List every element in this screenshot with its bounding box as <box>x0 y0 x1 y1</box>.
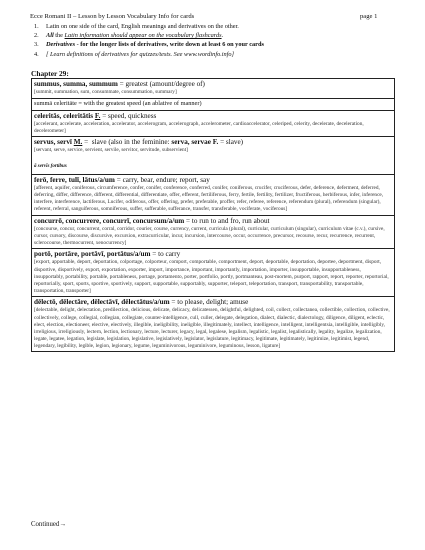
vocab-entry <box>32 137 394 175</box>
instruction-item <box>34 31 394 40</box>
vocab-headword: celeritās, celeritātis F. = speed, quickness <box>34 111 157 120</box>
instruction-text: [ Learn definitions of derivatives for quizzes/tests. See www.wordinfo.info] <box>46 50 235 58</box>
vocab-example: ā servīs fortibus <box>34 164 67 170</box>
vocab-derivatives: [summit, summation, sum, consummate, consummation, summary] <box>34 89 177 95</box>
vocab-entry <box>32 111 394 138</box>
vocab-derivatives: [delectable, delight, delectation, predilection, delicious, delicate, delicacy, delicatessen, delightful, delighted, coil, collect, collectanea, collectible, collection, collective, collectively, college, collegial, collegian, collegiate, counter-intelligence, cull, culler, delegate, delegation, dialect, dialectic, dialectology, diligence, diligent, eclectic, elect, election, electioneer, elective, electively, illegible, ineligibility, ineligible, illegitimately, intellect, intelligence, intelligent, intelligentsia, intelligible, intelligibly, irreligious, irreligiously, lectern, lection, lectionary, lecture, lecturer, legacy, legal, legalese, legalism, legalistic, legalist, legalistically, legality, legalize, legalization, legate, legatee, legation, legislate, legislation, legislative, legislatively, legislator, legislature, legitimacy, legitimate, legitimately, legitimize, legitimist, legend, legendary, legibility, legible, legion, legionary, legume, leguminivorous, leguminivore, leguminous, lesson, ligature] <box>34 307 390 349</box>
vocab-entry <box>32 79 394 99</box>
vocab-entry <box>32 99 394 111</box>
continued-note: Continued→ <box>31 521 67 528</box>
instruction-list <box>34 22 394 59</box>
instruction-item <box>34 40 394 49</box>
vocab-headword: dēlectō, dēlectāre, dēlectāvī, dēlectātus/a/um = to please, delight; amuse <box>34 298 249 307</box>
vocab-note: summā celeritāte = with the greatest speed (an ablative of manner) <box>34 99 202 107</box>
instruction-item <box>34 50 394 59</box>
instruction-number: 2. <box>34 32 39 40</box>
vocab-headword: servus, servī M. = slave (also in the feminine: serva, servae F. = slave) <box>34 138 244 147</box>
instruction-number: 1. <box>34 23 39 30</box>
instruction-item <box>34 22 394 31</box>
vocab-entry <box>32 175 394 216</box>
instruction-text: All the Latin information should appear on the vocabulary flashcards. <box>46 32 224 40</box>
vocab-headword: summus, summa, summum = greatest (amount/degree of) <box>34 80 205 88</box>
instruction-text: Latin on one side of the card, English meanings and derivatives on the other. <box>46 23 239 30</box>
page-number: page 1 <box>360 13 378 20</box>
chapter-heading: Chapter 29: <box>31 69 69 78</box>
vocab-derivatives: [servant, serve, service, servient, servile, servitor, servitude, subservient] <box>34 147 188 154</box>
vocab-entry <box>32 297 394 351</box>
vocab-derivatives: [concourse, concur, concurrent, corral, corridor, courier, course, currency, current, curricula (plural), curricular, curriculum (singular), curriculum vitae (c.v.), cursive, cursor, cursory, discourse, discursive, excursion, extracurricular, incur, incursion, intercourse, occur, occurrence, precursor, recourse, recur, recurrence, recurrent, sclerocourse, thermocurrent, xenocurrency] <box>34 225 385 246</box>
instruction-text: Derivatives - for the longer lists of derivatives, write down at least 6 on your cards <box>46 41 264 49</box>
instruction-number: 3. <box>34 41 39 49</box>
instruction-number: 4. <box>34 50 39 58</box>
vocab-entry <box>32 216 394 250</box>
vocabulary-table <box>31 78 395 352</box>
vocab-derivatives: [export, apportable, deport, deportation, colportage, colporteur, comport, comportable, comportment, deport, deportable, deportation, deportee, deportment, disport, disportive, disportively, export, exportation, exporter, import, importance, important, importantly, importation, importer, insupportable, insupportableness, insupportably, portability, portable, portableness, portage, portamento, porter, portfolio, portly, portmanteau, post-mortem, purport, rapport, report, reporter, reportorial, reportorially, sport, sports, sportive, sportively, support, supportable, supportably, supporter, teleport, teleportation, transport, transportability, transportable, transportation, transporter] <box>34 259 389 294</box>
vocab-derivatives: [accelerant, accelerate, acceleration, accelerator, accelerogram, accelerograph, accelerometer, cardioaccelerator, celeriped, celerity, decelerate, deceleration, decelerometer] <box>34 120 364 134</box>
vocab-headword: ferō, ferre, tulī, lātus/a/um = carry, bear, endure; report, say <box>34 175 210 184</box>
document-title: Ecce Romani II – Lesson by Lesson Vocabulary Info for cards <box>30 13 195 20</box>
vocab-derivatives: [afferent, aquifer, coniferous, circumference, confer, conifer, conference, conferred, conifer, coniferous, crucifer, cruciferous, defer, deference, deferment, deferred, deferring, differ, difference, different, differential, differentiate, offer, efferent, fertiliferous, ferry, fertile, fertility, fertilizer, fructiferous, herbiferous, infer, inference, interfere, interference, lactiferous, Lucifer, odiferous, offer, offering, prefer, preferable, proffer, refer, referee, reference, referendum (plural), referendum (singular), referent, referral, sanguiferous, somniferous, suffer, sufferable, sufferance, transfer, transferable, vociferate, vociferous] <box>34 184 384 213</box>
vocab-headword: concurrō, concurrere, concurrī, concursum/a/um = to run to and fro, run about <box>34 216 270 225</box>
vocab-entry <box>32 249 394 297</box>
vocab-headword: portō, portāre, portāvī, portātus/a/um = to carry <box>34 250 181 259</box>
